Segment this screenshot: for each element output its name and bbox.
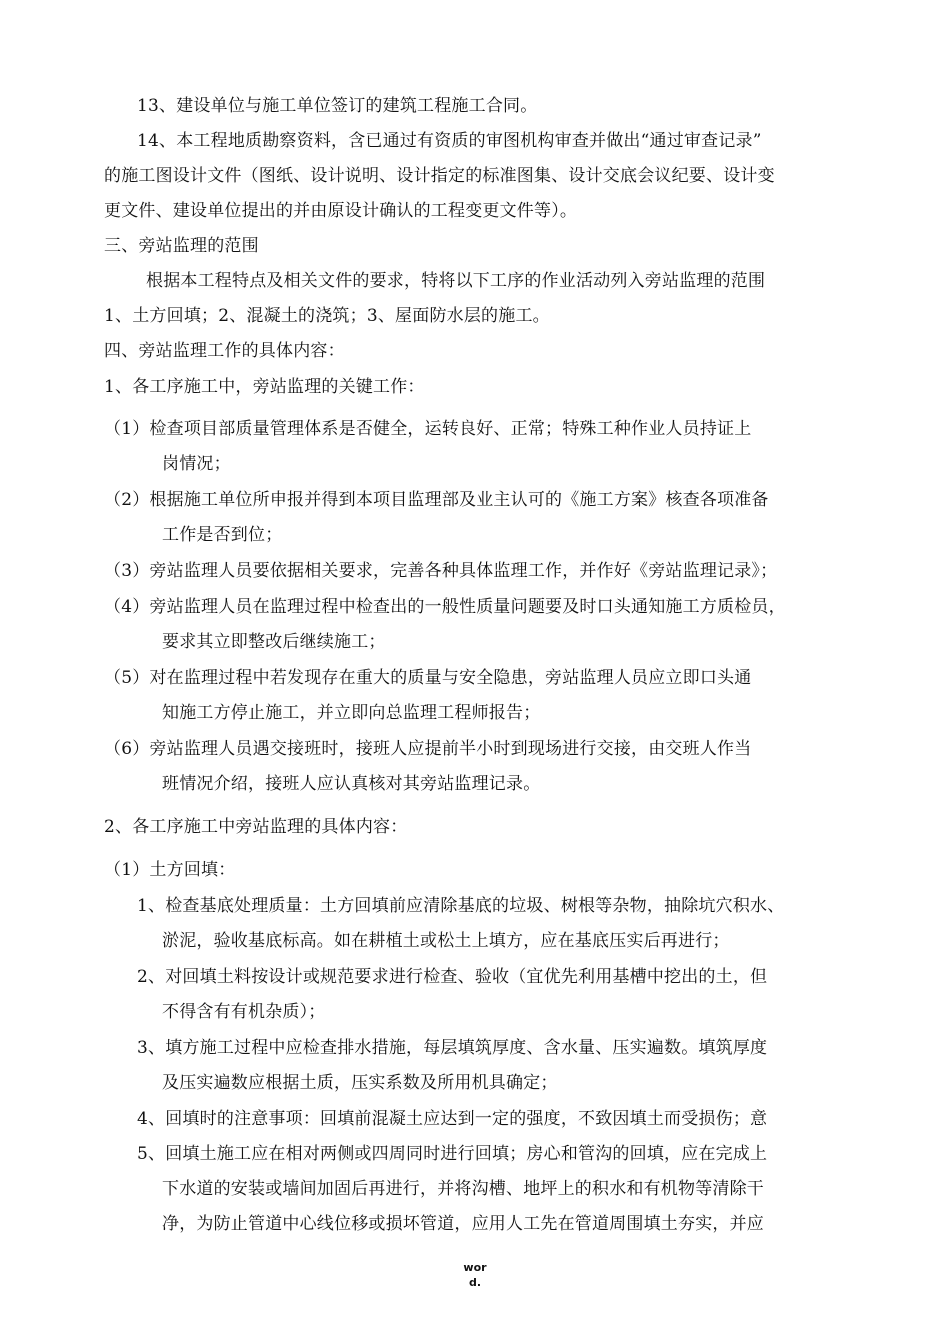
- backfill-item-3-line-2: 及压实遍数应根据土质，压实系数及所用机具确定；: [162, 1073, 558, 1093]
- list-item-6-line-1: （6）旁站监理人员遇交接班时，接班人应提前半小时到现场进行交接，由交班人作当: [104, 739, 752, 759]
- text-line-2: 14、本工程地质勘察资料，含已通过有资质的审图机构审查并做出“通过审查记录”: [137, 131, 762, 151]
- backfill-item-5-line-2: 下水道的安装或墙间加固后再进行，并将沟槽、地坪上的积水和有机物等清除干: [162, 1179, 764, 1199]
- text-line-1: 13、建设单位与施工单位签订的建筑工程施工合同。: [137, 96, 538, 116]
- list-item-4-line-1: （4）旁站监理人员在监理过程中检查出的一般性质量问题要及时口头通知施工方质检员，: [104, 597, 786, 617]
- list-item-2-line-1: （2）根据施工单位所申报并得到本项目监理部及业主认可的《施工方案》核查各项准备: [104, 490, 769, 510]
- backfill-item-4-line-1: 4、回填时的注意事项：回填前混凝土应达到一定的强度，不致因填土而受损伤；意: [137, 1109, 768, 1129]
- backfill-item-3-line-1: 3、填方施工过程中应检查排水措施，每层填筑厚度、含水量、压实遍数。填筑厚度: [137, 1038, 768, 1058]
- text-line-4: 更文件、建设单位提出的并由原设计确认的工程变更文件等）。: [104, 201, 578, 221]
- subheading-key-work: 1、各工序施工中，旁站监理的关键工作：: [104, 377, 425, 397]
- list-item-1-line-1: （1）检查项目部质量管理体系是否健全，运转良好、正常；特殊工种作业人员持证上: [104, 419, 752, 439]
- list-item-5-line-2: 知施工方停止施工，并立即向总监理工程师报告；: [162, 703, 541, 723]
- subheading-earth-backfill: （1）土方回填：: [104, 860, 236, 880]
- backfill-item-1-line-2: 淤泥，验收基底标高。如在耕植土或松土上填方，应在基底压实后再进行；: [162, 931, 730, 951]
- backfill-item-1-line-1: 1、检查基底处理质量：土方回填前应清除基底的垃圾、树根等杂物，抽除坑穴积水、: [137, 896, 785, 916]
- list-item-1-line-2: 岗情况；: [162, 454, 231, 474]
- backfill-item-2-line-2: 不得含有有机杂质）；: [162, 1002, 326, 1022]
- subheading-specific-content: 2、各工序施工中旁站监理的具体内容：: [104, 817, 408, 837]
- list-item-4-line-2: 要求其立即整改后继续施工；: [162, 632, 386, 652]
- list-item-5-line-1: （5）对在监理过程中若发现存在重大的质量与安全隐患，旁站监理人员应立即口头通: [104, 668, 752, 688]
- backfill-item-5-line-1: 5、回填土施工应在相对两侧或四周同时进行回填；房心和管沟的回填，应在完成上: [137, 1144, 768, 1164]
- backfill-item-2-line-1: 2、对回填土料按设计或规范要求进行检查、验收（宜优先利用基槽中挖出的土，但: [137, 967, 768, 987]
- list-item-2-line-2: 工作是否到位；: [162, 525, 283, 545]
- text-line-3: 的施工图设计文件（图纸、设计说明、设计指定的标准图集、设计交底会议纪要、设计变: [104, 166, 775, 186]
- section-heading-scope: 三、旁站监理的范围: [104, 236, 259, 256]
- text-line-6: 根据本工程特点及相关文件的要求，特将以下工序的作业活动列入旁站监理的范围: [146, 271, 766, 291]
- footer-line-1: wor: [463, 1261, 487, 1274]
- section-heading-content: 四、旁站监理工作的具体内容：: [104, 341, 345, 361]
- text-line-7: 1、土方回填；2、混凝土的浇筑；3、屋面防水层的施工。: [104, 306, 550, 326]
- footer-line-2: d.: [468, 1276, 482, 1289]
- list-item-6-line-2: 班情况介绍，接班人应认真核对其旁站监理记录。: [162, 774, 541, 794]
- backfill-item-5-line-3: 净，为防止管道中心线位移或损坏管道，应用人工先在管道周围填土夯实，并应: [162, 1214, 764, 1234]
- list-item-3-line-1: （3）旁站监理人员要依据相关要求，完善各种具体监理工作，并作好《旁站监理记录》；: [104, 561, 778, 581]
